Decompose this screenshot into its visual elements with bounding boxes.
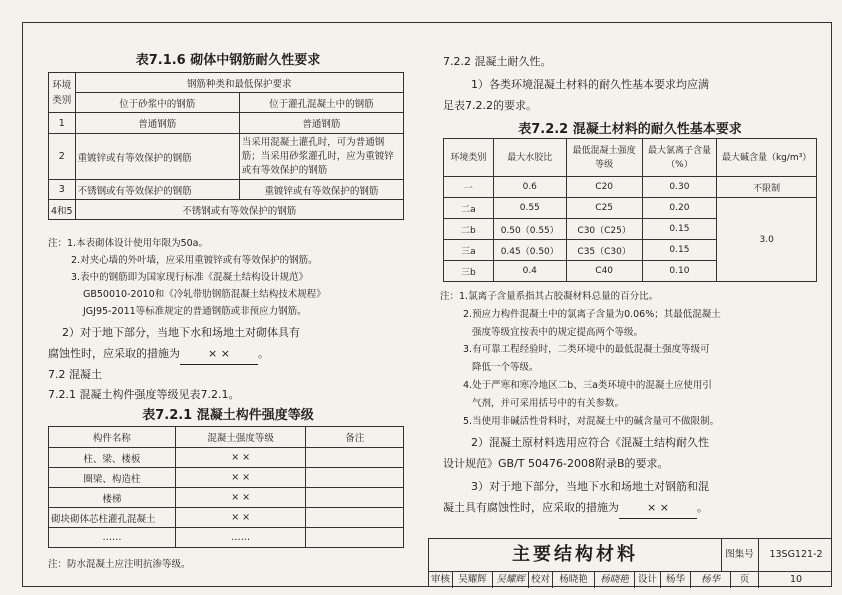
paragraph-durability xyxy=(443,74,709,116)
env-cell: 2 xyxy=(49,134,76,180)
note-line: 注：1.氯离子含量系指其占胶凝材料总量的百分比。 xyxy=(440,291,659,302)
note-line: 5.当使用非碱活性骨料时，对混凝土中的碱含量可不做限制。 xyxy=(463,415,720,427)
header-cell: 备注 xyxy=(306,427,404,448)
table-cell: 0.45（0.50） xyxy=(493,240,566,261)
table-7-1-6 xyxy=(48,72,404,220)
note-line: JGJ95-2011等标准规定的普通钢筋或非预应力钢筋。 xyxy=(83,306,307,317)
section-7-2-2: 7.2.2 混凝土耐久性。 xyxy=(443,55,552,68)
header-cell: 最低混凝土强度等级 xyxy=(566,139,642,177)
table-cell: …… xyxy=(175,528,306,548)
table-cell: 0.4 xyxy=(493,261,566,282)
table-cell: …… xyxy=(49,528,176,548)
table-7-2-2-title: 表7.2.2 混凝土材料的耐久性基本要求 xyxy=(518,122,742,137)
reviewer-signature: 吴耀辉 xyxy=(493,571,529,588)
env-cell: 一 xyxy=(444,177,494,198)
note-line: 降低一个等级。 xyxy=(472,362,539,374)
designer-signature: 杨华 xyxy=(691,571,731,588)
note-line: 3.表中的钢筋即为国家现行标准《混凝土结构设计规范》 xyxy=(71,272,309,283)
note-line: 注：1.本表砌体设计使用年限为50a。 xyxy=(48,238,208,249)
page-number: 10 xyxy=(789,574,803,585)
header-cell: 最大水胶比 xyxy=(493,139,566,177)
title-block xyxy=(428,538,832,587)
section-7-2-1: 7.2.1 混凝土构件强度等级见表7.2.1。 xyxy=(48,388,240,401)
table-cell: 砌块砌体芯柱灌孔混凝土 xyxy=(49,508,176,528)
table-cell xyxy=(306,528,404,548)
table-cell xyxy=(306,468,404,488)
table-7-2-2 xyxy=(443,138,817,282)
table-cell: 0.6 xyxy=(493,177,566,198)
table-cell: 不限制 xyxy=(717,177,817,198)
table-cell: 0.50（0.55） xyxy=(493,219,566,240)
table-cell: C30（C25） xyxy=(566,219,642,240)
table-cell: 0.55 xyxy=(493,198,566,219)
table-cell: 楼梯 xyxy=(49,488,176,508)
note-line: 2.预应力构件混凝土中的氯离子含量为0.06%；其最低混凝土 xyxy=(463,308,721,320)
env-cell: 4和5 xyxy=(49,200,76,220)
drawing-title: 主要结构材料 xyxy=(429,539,722,571)
note-line: 气剂，并可采用括号中的有关参数。 xyxy=(472,397,625,409)
table-7-1-6-title: 表7.1.6 砌体中钢筋耐久性要求 xyxy=(135,53,321,68)
table-cell: × × xyxy=(175,508,306,528)
header-cell: 环境类别 xyxy=(444,139,494,177)
env-cell: 二a xyxy=(444,198,494,219)
title-block-row-2 xyxy=(429,571,832,588)
table-cell: C20 xyxy=(566,177,642,198)
header-grout: 位于灌孔混凝土中的钢筋 xyxy=(239,93,403,113)
check-label: 校对 xyxy=(529,571,553,588)
env-cell: 三b xyxy=(444,261,494,282)
env-cell: 二b xyxy=(444,219,494,240)
table-7-2-1-title: 表7.2.1 混凝土构件强度等级 xyxy=(142,408,314,423)
header-cell: 最大氯离子含量（%） xyxy=(642,139,717,177)
note-line: 2.对夹心墙的外叶墙，应采用重镀锌或有等效保护的钢筋。 xyxy=(71,255,318,266)
env-cell: 三a xyxy=(444,240,494,261)
header-cell: 最大碱含量（kg/m³） xyxy=(717,139,817,177)
table-cell: C40 xyxy=(566,261,642,282)
measure-blank: × × xyxy=(619,497,697,519)
table-cell: 普通钢筋 xyxy=(75,113,239,134)
header-types: 钢筋种类和最低保护要求 xyxy=(75,73,403,93)
notes-7-2-2 xyxy=(440,288,721,430)
paragraph-line: 1）各类环境混凝土材料的耐久性基本要求均应满 xyxy=(471,78,709,91)
table-cell xyxy=(306,448,404,468)
table-cell: 普通钢筋 xyxy=(239,113,403,134)
table-cell: 圈梁、构造柱 xyxy=(49,468,176,488)
note-line: 强度等级宜按表中的规定提高两个等级。 xyxy=(472,326,644,338)
table-cell: × × xyxy=(175,468,306,488)
notes-7-1-6 xyxy=(48,235,326,320)
header-cell: 混凝土强度等级 xyxy=(175,427,306,448)
section-7-2: 7.2 混凝土 xyxy=(48,368,102,381)
design-label: 设计 xyxy=(635,571,661,588)
paragraph-line: 足表7.2.2的要求。 xyxy=(443,99,537,112)
table-cell: 0.10 xyxy=(642,261,717,282)
paragraph-corrosion-masonry: 2）对于地下部分，当地下水和场地土对砌体具有 腐蚀性时，应采取的措施为 × × 。 xyxy=(48,322,300,365)
title-block-row-1 xyxy=(429,539,832,572)
note-7-2-1: 注：防水混凝土应注明抗渗等级。 xyxy=(48,559,191,570)
checker-signature: 杨晓艳 xyxy=(595,571,635,588)
table-cell: × × xyxy=(175,448,306,468)
paragraph-line: 设计规范》GB/T 50476-2008附录B的要求。 xyxy=(443,457,669,470)
reviewer-name: 吴耀辉 xyxy=(453,571,493,588)
table-cell: × × xyxy=(175,488,306,508)
paragraph-line: 凝土具有腐蚀性时，应采取的措施为 xyxy=(443,501,619,514)
paragraph-line: 2）对于地下部分，当地下水和场地土对砌体具有 xyxy=(62,326,300,339)
table-cell xyxy=(306,508,404,528)
note-line: 4.处于严寒和寒冷地区二b、三a类环境中的混凝土应使用引 xyxy=(463,379,712,391)
table-cell: 0.15 xyxy=(642,240,717,261)
review-label: 审核 xyxy=(429,571,453,588)
header-mortar: 位于砂浆中的钢筋 xyxy=(75,93,239,113)
measure-blank: × × xyxy=(180,343,258,365)
paragraph-line: 2）混凝土原材料选用应符合《混凝土结构耐久性 xyxy=(471,436,709,449)
note-line: GB50010-2010和《冷轧带肋钢筋混凝土结构技术规程》 xyxy=(83,289,326,300)
checker-name: 杨晓艳 xyxy=(553,571,595,588)
alkali-merged-cell: 3.0 xyxy=(717,198,817,282)
designer-name: 杨华 xyxy=(661,571,691,588)
table-cell: 不锈钢或有等效保护的钢筋 xyxy=(75,200,403,220)
table-cell: 0.30 xyxy=(642,177,717,198)
header-cell: 构件名称 xyxy=(49,427,176,448)
page-label: 页 xyxy=(731,571,759,588)
paragraph-raw-materials xyxy=(443,432,709,474)
table-cell: 柱、梁、楼板 xyxy=(49,448,176,468)
table-cell: 重镀锌或有等效保护的钢筋 xyxy=(239,180,403,200)
env-cell: 1 xyxy=(49,113,76,134)
table-cell: 重镀锌或有等效保护的钢筋 xyxy=(75,134,239,180)
paragraph-line: 腐蚀性时，应采取的措施为 xyxy=(48,347,180,360)
env-cell: 3 xyxy=(49,180,76,200)
atlas-number: 13SG121-2 xyxy=(769,549,823,560)
table-7-2-1 xyxy=(48,426,404,548)
atlas-label: 图集号 xyxy=(721,539,759,571)
paragraph-corrosion-concrete: 3）对于地下部分，当地下水和场地土对钢筋和混 凝土具有腐蚀性时，应采取的措施为 × × 。 xyxy=(443,476,709,519)
table-cell: 0.15 xyxy=(642,219,717,240)
table-cell: 不锈钢或有等效保护的钢筋 xyxy=(75,180,239,200)
table-cell xyxy=(306,488,404,508)
table-cell: C35（C30） xyxy=(566,240,642,261)
table-cell: 0.20 xyxy=(642,198,717,219)
header-env: 环境 类别 xyxy=(49,73,76,113)
note-line: 3.有可靠工程经验时，二类环境中的最低混凝土强度等级可 xyxy=(463,344,710,356)
table-cell: 当采用混凝土灌孔时，可为普通钢筋；当采用砂浆灌孔时，应为重镀锌或有等效保护的钢筋 xyxy=(239,134,403,180)
table-cell: C25 xyxy=(566,198,642,219)
paragraph-line: 3）对于地下部分，当地下水和场地土对钢筋和混 xyxy=(471,480,709,493)
